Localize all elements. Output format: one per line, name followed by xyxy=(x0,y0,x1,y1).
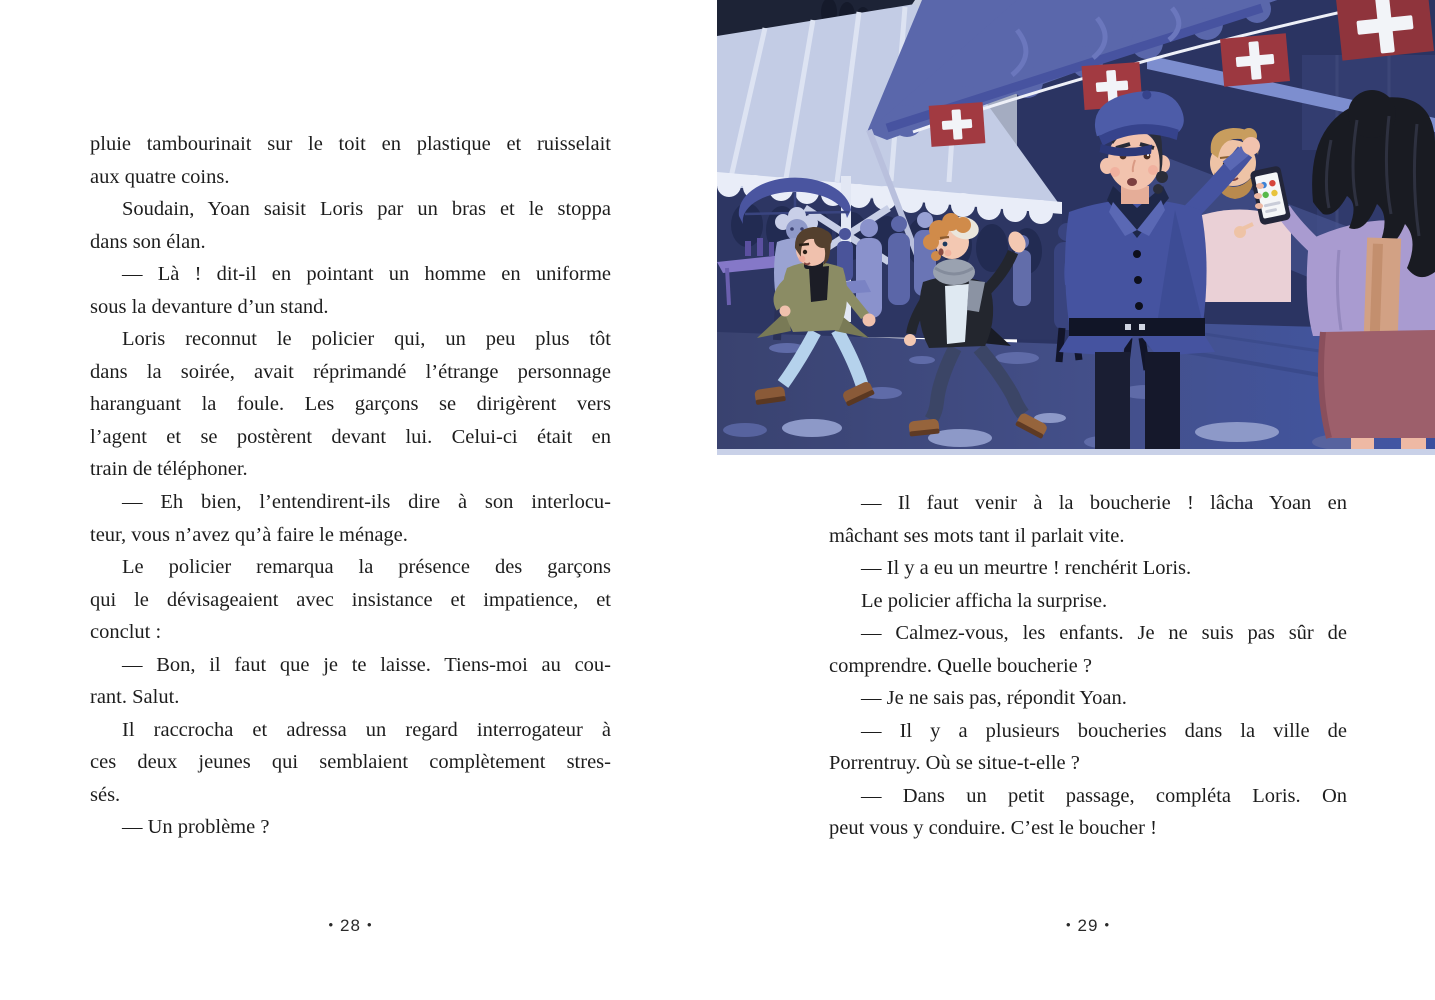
woman-dark-hair xyxy=(1307,90,1435,455)
illustration-night-market xyxy=(717,0,1435,455)
left-page-text xyxy=(90,128,611,844)
text-line: dans son élan. xyxy=(90,230,206,253)
text-line: — Calmez-vous, les enfants. Je ne suis pas sûr de xyxy=(861,622,1347,645)
text-line: pluie tambourinait sur le toit en plastique et ruisselait xyxy=(90,133,611,155)
text-line: teur, vous n’avez qu’à faire le ménage. xyxy=(90,523,408,546)
text-line: — Là ! dit-il en pointant un homme en uniforme xyxy=(122,263,611,286)
text-line: l’agent et se postèrent devant lui. Celui-ci était en xyxy=(90,425,611,448)
swiss-flag xyxy=(1220,33,1290,87)
text-line: ces deux jeunes qui semblaient complètement stres- xyxy=(90,751,611,774)
text-line: Porrentruy. Où se situe-t-elle ? xyxy=(829,752,1080,775)
text-line: dans la soirée, avait réprimandé l’étrange personnage xyxy=(90,360,611,383)
text-line: comprendre. Quelle boucherie ? xyxy=(829,654,1092,677)
swiss-flag xyxy=(929,102,986,147)
text-line: — Dans un petit passage, compléta Loris. On xyxy=(861,784,1347,807)
text-line: train de téléphoner. xyxy=(90,458,248,481)
text-line: rant. Salut. xyxy=(90,686,180,709)
swiss-flag xyxy=(1336,0,1434,61)
page-number-bullet: • xyxy=(366,917,373,932)
page-number-bullet: • xyxy=(328,917,335,932)
text-line: peut vous y conduire. C’est le boucher ! xyxy=(829,817,1157,840)
text-line: conclut : xyxy=(90,621,162,644)
text-line: Il raccrocha et adressa un regard interrogateur à xyxy=(122,718,611,741)
text-line: — Je ne sais pas, répondit Yoan. xyxy=(861,687,1127,710)
text-line: Loris reconnut le policier qui, un peu plus tôt xyxy=(122,328,611,351)
right-page-text xyxy=(829,487,1347,845)
text-line: — Un problème ? xyxy=(122,816,270,839)
left-page-number xyxy=(90,916,611,936)
right-page-number xyxy=(829,916,1347,936)
page-number-bullet: • xyxy=(1065,917,1072,932)
text-line: — Il faut venir à la boucherie ! lâcha Yoan en xyxy=(861,492,1347,514)
text-line: haranguant la foule. Les garçons se dirigèrent vers xyxy=(90,393,611,416)
text-line: — Bon, il faut que je te laisse. Tiens-moi au cou- xyxy=(122,653,611,676)
text-line: mâchant ses mots tant il parlait vite. xyxy=(829,524,1125,547)
text-line: sous la devanture d’un stand. xyxy=(90,295,329,318)
text-line: qui le dévisageaient avec insistance et impatience, et xyxy=(90,588,611,611)
page-number-value: 28 xyxy=(340,916,361,935)
text-line: Le policier remarqua la présence des garçons xyxy=(122,556,611,579)
text-line: aux quatre coins. xyxy=(90,165,230,188)
illustration-bottom-edge xyxy=(717,449,1435,455)
text-line: — Il y a plusieurs boucheries dans la ville de xyxy=(861,719,1347,742)
text-line: — Eh bien, l’entendirent-ils dire à son interlocu- xyxy=(122,491,611,514)
page-number-bullet: • xyxy=(1104,917,1111,932)
text-line: sés. xyxy=(90,783,121,806)
page-number-value: 29 xyxy=(1077,916,1099,935)
text-line: Le policier afficha la surprise. xyxy=(861,589,1108,612)
text-line: — Il y a eu un meurtre ! renchérit Loris. xyxy=(861,557,1192,580)
text-line: Soudain, Yoan saisit Loris par un bras et le stoppa xyxy=(122,198,611,221)
